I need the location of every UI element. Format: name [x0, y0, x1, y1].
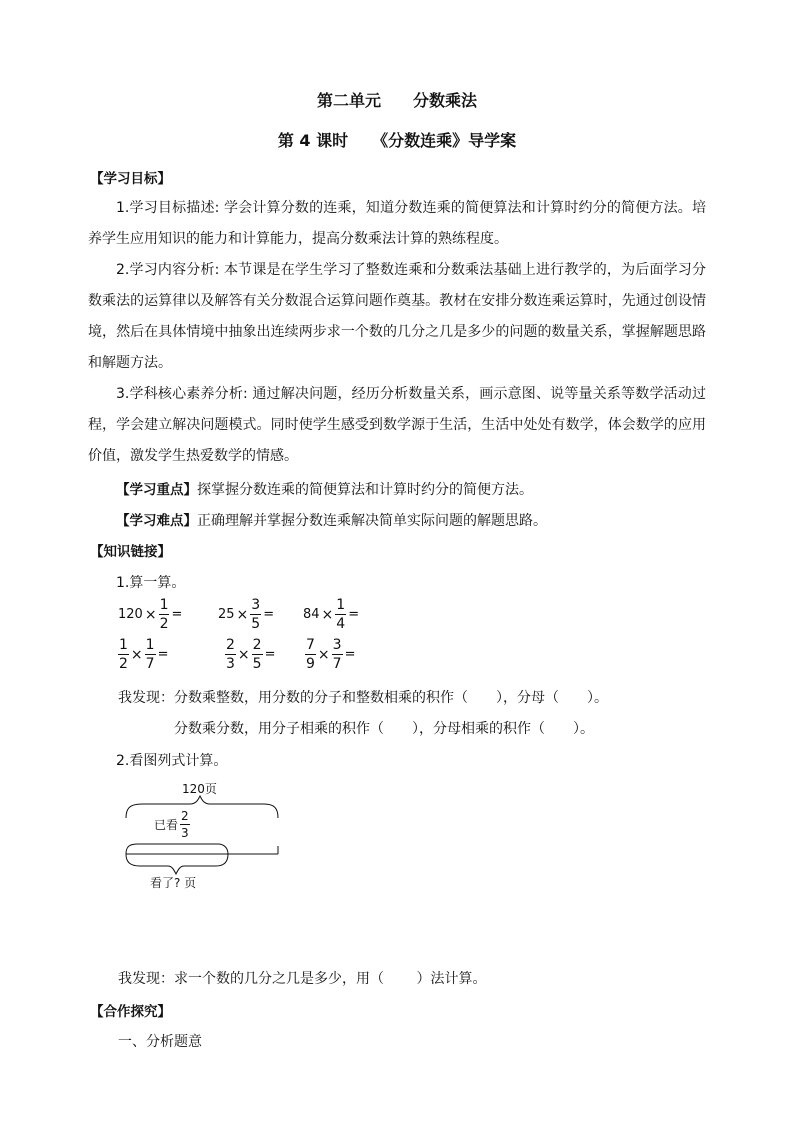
fraction: $\frac{3}{7}$ — [332, 637, 342, 672]
knowledge-heading: 【知识链接】 — [90, 544, 171, 560]
question-1-label: 1.算一算。 — [116, 575, 186, 591]
difficult-point — [116, 509, 547, 530]
fraction: $\frac{2}{5}$ — [252, 637, 262, 672]
fraction: $\frac{7}{9}$ — [306, 637, 315, 672]
question-brace — [126, 854, 228, 874]
total-brace — [126, 796, 278, 818]
expression-row2-1: $\frac{1}{2}$ × $\frac{1}{7}$ = — [119, 637, 169, 672]
expression-row2-3: $\frac{7}{9}$ × $\frac{3}{7}$ = — [306, 637, 356, 672]
diagram-total-label: 120页 — [182, 782, 217, 796]
fraction: $\frac{2}{3}$ — [181, 809, 189, 840]
key-point — [116, 478, 533, 499]
difficult-point-label: 【学习难点】 — [116, 513, 197, 529]
key-point-text: 探掌握分数连乘的简便算法和计算时约分的简便方法。 — [197, 482, 533, 498]
objective-paragraph-2: 2.学习内容分析: 本节课是在学生学习了整数连乘和分数乘法基础上进行教学的，为后面学习分数乘法的运算律以及解答有关分数混合运算问题作奠基。教材在安排分数连乘运算时，先通过创设情境，然后在具体情境中抽象出连续两步求一个数的几分之几是多少的问题的数量关系，掌握解题思路和解题方法。 — [88, 262, 706, 371]
objectives-heading: 【学习目标】 — [90, 171, 171, 187]
page-diagram — [110, 778, 290, 898]
explore-heading: 【合作探究】 — [90, 1004, 171, 1020]
fraction: $\frac{1}{7}$ — [145, 637, 155, 672]
diagram-read-label: 已看 $\frac{2}{3}$ — [154, 809, 189, 840]
difficult-point-text: 正确理解并掌握分数连乘解决简单实际问题的解题思路。 — [197, 513, 547, 529]
objective-paragraph-1: 1.学习目标描述: 学会计算分数的连乘，知道分数连乘的简便算法和计算时约分的简便方法。培养学生应用知识的能力和计算能力，提高分数乘法计算的熟练程度。 — [88, 200, 706, 247]
discovery-1: 我发现：分数乘整数，用分数的分子和整数相乘的积作（ ），分母（ ）。 — [118, 690, 608, 706]
key-point-label: 【学习重点】 — [116, 482, 197, 498]
explore-item-1: 一、分析题意 — [118, 1034, 202, 1050]
fraction: $\frac{1}{4}$ — [336, 597, 346, 632]
question-2-label: 2.看图列式计算。 — [116, 753, 228, 769]
unit-title: 第二单元 分数乘法 — [316, 91, 477, 110]
fraction: $\frac{1}{2}$ — [119, 637, 128, 672]
expression-row1-3: 84 × $\frac{1}{4}$ = — [303, 597, 360, 632]
discovery-3: 我发现：求一个数的几分之几是多少，用（ ）法计算。 — [118, 971, 487, 987]
read-portion-arc — [126, 844, 228, 854]
fraction: $\frac{2}{3}$ — [226, 637, 235, 672]
diagram-question-label: 看了? 页 — [150, 876, 197, 890]
discovery-2: 分数乘分数，用分子相乘的积作（ ），分母相乘的积作（ ）。 — [174, 721, 594, 737]
objective-paragraph-3: 3.学科核心素养分析: 通过解决问题，经历分析数量关系，画示意图、说等量关系等数学活动过程，学会建立解决问题模式。同时使学生感受到数学源于生活，生活中处处有数学，体会数学的应用价值，激发学生热爱数学的情感。 — [88, 386, 706, 464]
lesson-title: 第 4 课时 《分数连乘》导学案 — [277, 131, 517, 150]
expression-row1-2: 25 × $\frac{3}{5}$ = — [218, 597, 275, 632]
expression-row2-2: $\frac{2}{3}$ × $\frac{2}{5}$ = — [226, 637, 276, 672]
expression-row1-1: 120 × $\frac{1}{2}$ = — [118, 597, 183, 632]
fraction: $\frac{3}{5}$ — [251, 597, 261, 632]
fraction: $\frac{1}{2}$ — [159, 597, 169, 632]
